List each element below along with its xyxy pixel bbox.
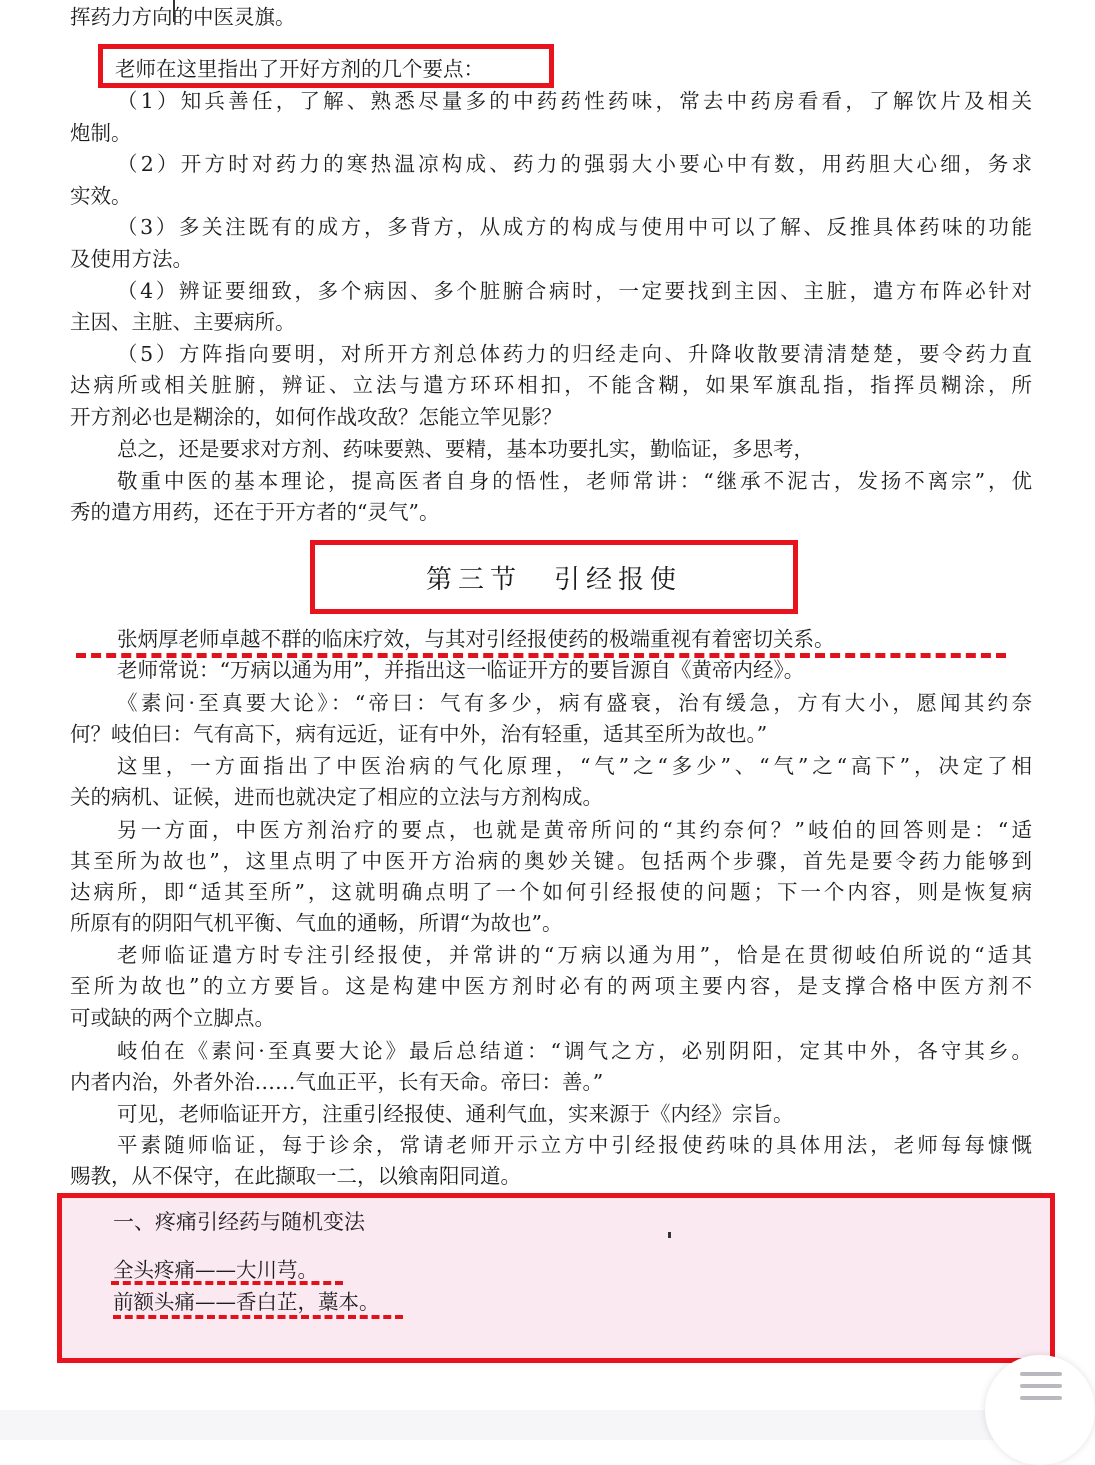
herb-line-1: 全头疼痛——大川芎。 <box>113 1258 318 1282</box>
body-p6-line-1: 老师临证遣方时专注引经报使，并常讲的“万病以通为用”，恰是在贯彻岐伯所说的“适其 <box>117 943 1032 967</box>
point-5-line-3: 开方剂必也是糊涂的，如何作战攻敌？怎能立竿见影？ <box>70 405 562 429</box>
body-p5-line-3: 达病所，即“适其至所”，这就明确点明了一个如何引经报使的问题；下一个内容，则是恢复病 <box>70 880 1032 904</box>
point-2-line-1: （2）开方时对药力的寒热温凉构成、药力的强弱大小要心中有数，用药胆大心细，务求 <box>117 152 1032 176</box>
body-p7-line-1: 岐伯在《素问·至真要大论》最后总结道：“调气之方，必别阴阳，定其中外，各守其乡。 <box>117 1039 1032 1063</box>
intro-text: 老师在这里指出了开好方剂的几个要点： <box>115 57 484 81</box>
text-cursor <box>173 0 175 22</box>
body-p5-line-4: 所原有的阴阳气机平衡、气血的通畅，所谓“为故也”。 <box>70 911 563 935</box>
point-5-line-2: 达病所或相关脏腑，辨证、立法与遣方环环相扣，不能含糊，如果军旗乱指，指挥员糊涂，所 <box>70 373 1032 397</box>
top-fragment: 挥药力方向的中医灵旗。 <box>70 5 296 29</box>
speck <box>668 1232 671 1238</box>
menu-icon[interactable] <box>1020 1372 1062 1408</box>
body-p6-line-2: 至所为故也”的立方要旨。这是构建中医方剂时必有的两项主要内容，是支撑合格中医方剂不 <box>70 974 1032 998</box>
bottom-bar <box>0 1410 1080 1440</box>
body-p5-line-1: 另一方面，中医方剂治疗的要点，也就是黄帝所问的“其约奈何？”岐伯的回答则是：“适 <box>117 818 1032 842</box>
point-1-line-1: （1）知兵善任，了解、熟悉尽量多的中药药性药味，常去中药房看看，了解饮片及相关 <box>117 89 1032 113</box>
point-4-line-2: 主因、主脏、主要病所。 <box>70 310 296 334</box>
body-p4-line-2: 关的病机、证候，进而也就决定了相应的立法与方剂构成。 <box>70 785 603 809</box>
herb-2-underline <box>113 1315 403 1319</box>
point-3-line-1: （3）多关注既有的成方，多背方，从成方的构成与使用中可以了解、反推具体药味的功能 <box>117 215 1032 239</box>
summary-line: 总之，还是要求对方剂、药味要熟、要精，基本功要扎实，勤临证，多思考， <box>117 437 814 461</box>
point-3-line-2: 及使用方法。 <box>70 247 193 271</box>
top-fragment-wrap <box>70 0 1032 29</box>
point-4-line-1: （4）辨证要细致，多个病因、多个脏腑合病时，一定要找到主因、主脏，遣方布阵必针对 <box>117 279 1032 303</box>
body-p8: 可见，老师临证开方，注重引经报使、通利气血，实来源于《内经》宗旨。 <box>117 1102 794 1126</box>
point-1-line-2: 炮制。 <box>70 121 132 145</box>
point-5-line-1: （5）方阵指向要明，对所开方剂总体药力的归经走向、升降收散要清清楚楚，要令药力直 <box>117 342 1032 366</box>
body-p1: 张炳厚老师卓越不群的临床疗效，与其对引经报使药的极端重视有着密切关系。 <box>117 627 835 651</box>
body-p4-line-1: 这里，一方面指出了中医治病的气化原理，“气”之“多少”、“气”之“高下”，决定了相 <box>117 754 1032 778</box>
herb-1-underline <box>111 1281 343 1285</box>
respect-line-1: 敬重中医的基本理论，提高医者自身的悟性，老师常讲：“继承不泥古，发扬不离宗”，优 <box>117 469 1032 493</box>
body-p2: 老师常说：“万病以通为用”，并指出这一临证开方的要旨源自《黄帝内经》。 <box>117 658 805 682</box>
respect-line-2: 秀的遣方用药，还在于开方者的“灵气”。 <box>70 500 440 524</box>
point-2-line-2: 实效。 <box>70 184 132 208</box>
body-p3-line-2: 何？岐伯曰：气有高下，病有远近，证有中外，治有轻重，适其至所为故也。” <box>70 722 768 746</box>
body-p9-line-2: 赐教，从不保守，在此撷取一二，以飨南阳同道。 <box>70 1164 521 1188</box>
body-p6-line-3: 可或缺的两个立脚点。 <box>70 1006 275 1030</box>
body-p3-line-1: 《素问·至真要大论》：“帝曰：气有多少，病有盛衰，治有缓急，方有大小，愿闻其约奈 <box>117 691 1032 715</box>
section-title-box <box>310 540 798 614</box>
subsection-heading: 一、疼痛引经药与随机变法 <box>113 1210 365 1234</box>
section-title: 第三节 引经报使 <box>425 564 682 595</box>
herb-line-2: 前额头痛——香白芷，藁本。 <box>113 1290 380 1314</box>
body-p9-line-1: 平素随师临证，每于诊余，常请老师开示立方中引经报使药味的具体用法，老师每每慷慨 <box>117 1133 1032 1157</box>
body-p7-line-2: 内者内治，外者外治……气血正平，长有天命。帝曰：善。” <box>70 1070 604 1094</box>
body-p5-line-2: 其至所为故也”，这里点明了中医开方治病的奥妙关键。包括两个步骤，首先是要令药力能够到 <box>70 849 1032 873</box>
